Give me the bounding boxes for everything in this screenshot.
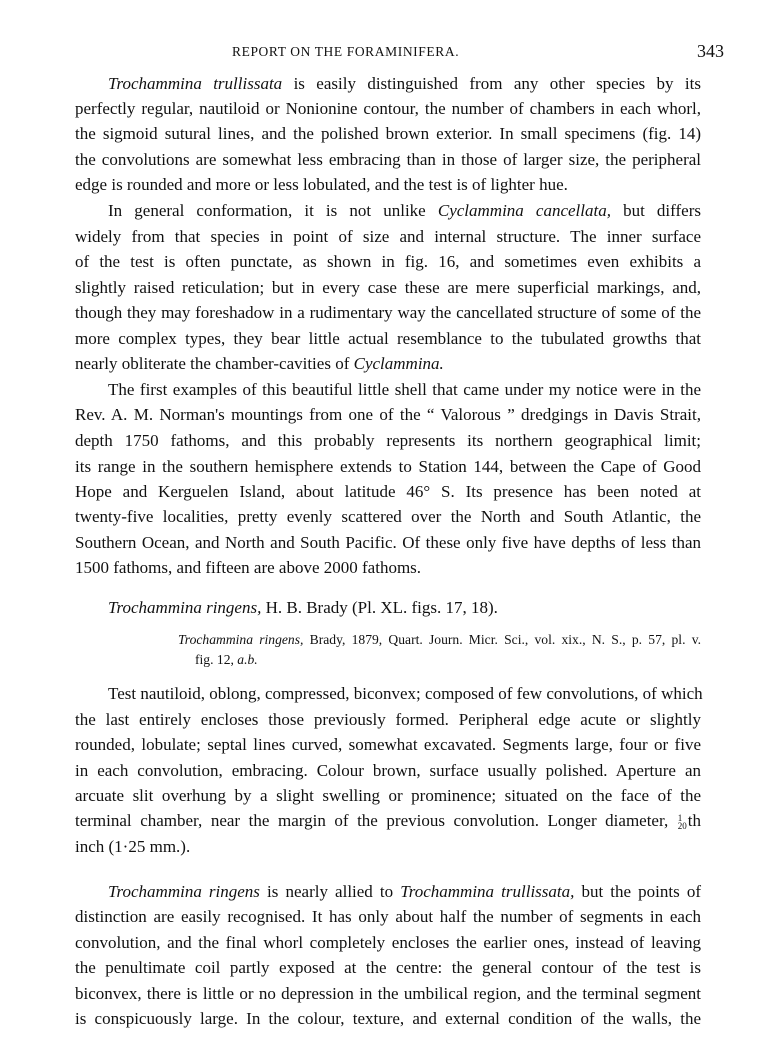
text-line bbox=[75, 430, 701, 452]
text-run: depth 1750 fathoms, and this probably represents its northern geographical limit; bbox=[75, 431, 701, 450]
fraction-numerator: 1 bbox=[677, 813, 683, 824]
text-run: H. B. Brady (Pl. XL. figs. 17, 18). bbox=[261, 598, 498, 617]
text-run: edge is rounded and more or less lobulated, and the test is of lighter hue. bbox=[75, 175, 568, 194]
text-run: of the test is often punctate, as shown in fig. 16, and sometimes even exhibits a bbox=[75, 252, 701, 271]
text-run: is conspicuously large. In the colour, texture, and external condition of the walls, the bbox=[75, 1009, 701, 1028]
text-line bbox=[75, 785, 701, 807]
text-run: but differs bbox=[610, 201, 701, 220]
running-header: REPORT ON THE FORAMINIFERA. bbox=[232, 44, 460, 59]
text-run: in each convolution, embracing. Colour brown, surface usually polished. Aperture an bbox=[75, 761, 701, 780]
text-run: is nearly allied to bbox=[259, 882, 401, 901]
italic-text: Trochammina ringens, bbox=[178, 632, 304, 647]
italic-text: Trochammina trullissata, bbox=[400, 882, 575, 901]
text-line bbox=[75, 328, 701, 350]
text-run: In general conformation, it is not unlike bbox=[108, 201, 438, 220]
text-run: distinction are easily recognised. It has only about half the number of segments in each bbox=[75, 907, 701, 926]
text-run: Test nautiloid, oblong, compressed, biconvex; composed of few convolutions, of which bbox=[108, 684, 703, 703]
text-line bbox=[75, 906, 701, 928]
text-line bbox=[108, 683, 701, 705]
text-line bbox=[75, 404, 701, 426]
text-line bbox=[75, 983, 701, 1005]
text-run: the convolutions are somewhat less embracing than in those of larger size, the peripheral bbox=[75, 150, 701, 169]
text-line bbox=[75, 709, 701, 731]
text-line bbox=[75, 506, 701, 528]
text-run: Rev. A. M. Norman's mountings from one of the “ Valorous ” dredgings in Davis Strait, bbox=[75, 405, 701, 424]
text-run: perfectly regular, nautiloid or Nonionine contour, the number of chambers in each whorl, bbox=[75, 99, 701, 118]
text-line bbox=[75, 760, 701, 782]
text-line bbox=[108, 200, 701, 222]
text-line bbox=[108, 379, 701, 401]
text-line bbox=[75, 251, 701, 273]
text-line bbox=[108, 881, 701, 903]
text-run: biconvex, there is little or no depression in the umbilical region, and the terminal segment bbox=[75, 984, 701, 1003]
text-run: Southern Ocean, and North and South Pacific. Of these only five have depths of less than bbox=[75, 533, 701, 552]
text-run: Brady, 1879, Quart. Journ. Micr. Sci., vol. xix., N. S., p. 57, pl. v. bbox=[303, 632, 702, 647]
text-line bbox=[75, 302, 701, 324]
text-run: the sigmoid sutural lines, and the polished brown exterior. In small specimens (fig. 14) bbox=[75, 124, 701, 143]
text-line bbox=[75, 957, 701, 979]
citation-line bbox=[195, 649, 701, 671]
text-run: rounded, lobulate; septal lines curved, somewhat excavated. Segments large, four or five bbox=[75, 735, 701, 754]
text-run: twenty-five localities, pretty evenly scattered over the North and South Atlantic, the bbox=[75, 507, 701, 526]
text-run: 1500 fathoms, and fifteen are above 2000 fathoms. bbox=[75, 558, 422, 577]
text-run: Hope and Kerguelen Island, about latitude 46° S. Its presence has been noted at bbox=[75, 482, 701, 501]
fraction bbox=[678, 814, 687, 830]
text-line bbox=[75, 836, 701, 858]
text-run: th bbox=[687, 811, 701, 830]
text-line bbox=[75, 734, 701, 756]
text-run: widely from that species in point of size and internal structure. The inner surface bbox=[75, 227, 701, 246]
italic-text: Trochammina ringens bbox=[108, 882, 260, 901]
text-run: is easily distinguished from any other species by its bbox=[282, 74, 701, 93]
text-run: but the points of bbox=[574, 882, 701, 901]
text-line bbox=[75, 174, 701, 196]
text-line bbox=[75, 557, 701, 579]
text-run: though they may foreshadow in a rudimentary way the cancellated structure of some of the bbox=[75, 303, 701, 322]
italic-text: Cyclammina cancellata, bbox=[437, 201, 611, 220]
text-run: fig. 12, bbox=[195, 652, 238, 667]
text-line bbox=[108, 73, 701, 95]
text-line bbox=[75, 98, 701, 120]
text-run: the last entirely encloses those previously formed. Peripheral edge acute or slightly bbox=[75, 710, 701, 729]
text-line bbox=[75, 353, 701, 375]
text-run: slightly raised reticulation; but in every case these are mere superficial markings, and, bbox=[75, 278, 701, 297]
italic-text: Trochammina ringens, bbox=[108, 598, 262, 617]
text-line bbox=[75, 149, 701, 171]
text-line bbox=[75, 226, 701, 248]
text-run: terminal chamber, near the margin of the previous convolution. Longer diameter, bbox=[75, 811, 677, 830]
text-line bbox=[75, 1008, 701, 1030]
fraction-denominator: 20 bbox=[677, 821, 687, 832]
text-line bbox=[75, 481, 701, 503]
page-number: 343 bbox=[697, 41, 724, 61]
text-line bbox=[75, 532, 701, 554]
text-line bbox=[75, 277, 701, 299]
text-run: the penultimate coil partly exposed at the centre: the general contour of the test is bbox=[75, 958, 701, 977]
text-run: nearly obliterate the chamber-cavities of bbox=[75, 354, 354, 373]
italic-text: Trochammina trullissata bbox=[108, 74, 283, 93]
italic-text: Cyclammina. bbox=[353, 354, 444, 373]
section-heading bbox=[108, 597, 701, 619]
text-run: inch (1·25 mm.). bbox=[75, 837, 191, 856]
text-run: more complex types, they bear little actual resemblance to the tubulated growths that bbox=[75, 329, 701, 348]
text-run: its range in the southern hemisphere extends to Station 144, between the Cape of Good bbox=[75, 457, 701, 476]
text-run: The first examples of this beautiful little shell that came under my notice were in the bbox=[108, 380, 701, 399]
text-line bbox=[75, 810, 701, 832]
italic-text: a.b. bbox=[237, 652, 258, 667]
text-line bbox=[75, 456, 701, 478]
text-line bbox=[75, 932, 701, 954]
citation-line bbox=[178, 629, 701, 651]
text-run: convolution, and the final whorl completely encloses the earlier ones, instead of leaving bbox=[75, 933, 701, 952]
text-run: arcuate slit overhung by a slight swelling or prominence; situated on the face of the bbox=[75, 786, 701, 805]
text-line bbox=[75, 123, 701, 145]
